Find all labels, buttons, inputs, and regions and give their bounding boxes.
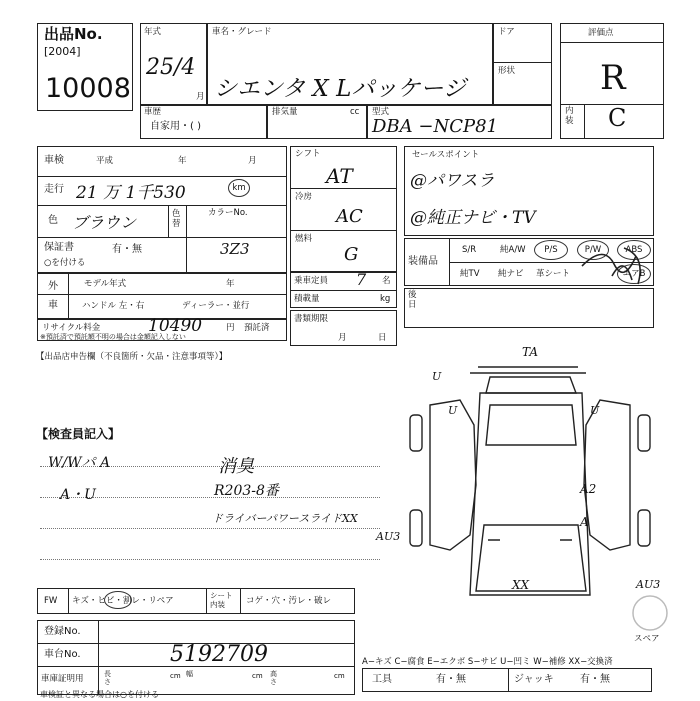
- warranty-note: ○を付ける: [44, 258, 86, 268]
- fw-items: キズ・ヒビ・割レ・リペア: [72, 596, 174, 606]
- history-value: 自家用・( ): [150, 121, 201, 132]
- warranty-label: 保証書: [44, 242, 74, 253]
- mileage-unit: km: [228, 179, 250, 197]
- displacement-label: 排気量: [272, 107, 298, 117]
- inspector-note-3: 消臭: [218, 456, 254, 477]
- docs-month: 月: [338, 333, 347, 343]
- ac-value: AC: [336, 206, 363, 227]
- name-label: 車名・グレード: [212, 27, 272, 37]
- model-label: 型式: [372, 107, 390, 117]
- shape-label: 形状: [498, 66, 516, 76]
- interior-label: 内装: [565, 106, 574, 126]
- mark-right: A2: [580, 482, 597, 496]
- fw-label: FW: [44, 596, 58, 606]
- docs-day: 日: [378, 333, 387, 343]
- mark-right-front: U: [590, 404, 600, 417]
- equip-sr: S/R: [462, 245, 477, 255]
- notice-header: 【出品店申告欄（不良箇所・欠品・注意事項等）】: [36, 352, 228, 362]
- warranty-options: 有・無: [112, 244, 142, 255]
- reg-label: 登録No.: [44, 626, 81, 637]
- model-year-label: モデル年式: [84, 279, 127, 289]
- fuel-label: 燃料: [295, 234, 313, 244]
- sales-line-1: @パワスラ: [410, 171, 495, 191]
- fw-circle: [104, 591, 132, 609]
- capacity-label: 乗車定員: [294, 276, 329, 286]
- grade-label: 評価点: [588, 28, 614, 38]
- cert-length: 長さ: [104, 670, 111, 686]
- jack-label: ジャッキ: [514, 674, 554, 685]
- shaken-year: 年: [178, 156, 187, 166]
- color-label: 色: [48, 215, 58, 226]
- equip-aw: 純A/W: [500, 245, 526, 255]
- color-no-value: 3Z3: [220, 240, 250, 258]
- equipment-scribble: [574, 236, 656, 288]
- interior-score: C: [608, 104, 627, 132]
- load-label: 積載量: [294, 294, 320, 304]
- bottom-note: 車検証と異なる場合は○を付ける: [40, 690, 159, 699]
- dealer-options: ディーラー・並行: [182, 301, 250, 311]
- seat-label: シート内装: [210, 591, 233, 609]
- inspector-note-5: ドライバーパワースライドXX: [212, 512, 358, 525]
- lot-number: 10008: [45, 73, 131, 104]
- inspector-note-1: W/Wパ A: [48, 455, 111, 471]
- equip-pw: P/W: [577, 240, 609, 260]
- year-unit: 月: [196, 92, 205, 102]
- cert-width: 幅: [186, 670, 193, 678]
- capacity-value: 7: [356, 270, 367, 289]
- cc-label: cc: [350, 107, 360, 117]
- mark-left-top: U: [432, 370, 442, 383]
- docs-label: 書類期限: [294, 314, 329, 324]
- shaken-label: 車検: [44, 155, 64, 166]
- shaken-month: 月: [248, 156, 257, 166]
- chassis-value: 5192709: [170, 642, 268, 667]
- mark-left-front: U: [448, 404, 458, 417]
- equipment-label: 装備品: [408, 256, 438, 267]
- chassis-label: 車台No.: [44, 649, 81, 660]
- inspector-label: 【検査員記入】: [36, 427, 121, 441]
- ac-label: 冷房: [295, 192, 313, 202]
- unit-3: cm: [334, 672, 345, 680]
- equip-ps: P/S: [534, 240, 568, 260]
- equip-tv: 純TV: [460, 269, 480, 279]
- load-unit: kg: [380, 294, 391, 304]
- import-label: 外車: [48, 281, 58, 311]
- mileage-label: 走行: [44, 184, 64, 195]
- mark-left-bottom: AU3: [376, 530, 401, 543]
- recycle-status: 預託済: [244, 323, 270, 333]
- import-year: 年: [226, 279, 235, 289]
- jack-options: 有・無: [580, 674, 610, 685]
- tools-label: 工具: [372, 674, 392, 685]
- cert-height: 高さ: [270, 670, 277, 686]
- inspector-note-4: R203-8番: [214, 483, 279, 499]
- recycle-value: 10490: [148, 316, 203, 336]
- color-swap: 色替: [172, 209, 181, 229]
- color-value: ブラウン: [72, 213, 137, 232]
- tools-options: 有・無: [436, 674, 466, 685]
- cert-label: 車庫証明用: [41, 674, 84, 684]
- recycle-note: ※預託済で預託額不明の場合は金額記入しない: [40, 333, 186, 341]
- mark-top: TA: [522, 345, 539, 359]
- recycle-label: リサイクル料金: [42, 323, 101, 333]
- equip-abs: ABS: [617, 240, 651, 260]
- lot-year: [2004]: [44, 45, 81, 58]
- car-body-diagram: [400, 345, 700, 645]
- mark-right-tail: AU3: [636, 578, 661, 591]
- fuel-value: G: [344, 244, 359, 265]
- door-label: ドア: [498, 27, 515, 37]
- rear-label: 後日: [408, 290, 417, 310]
- equip-navi: 純ナビ: [498, 269, 524, 279]
- mileage-value: 21 万 1千530: [76, 183, 186, 203]
- sales-line-2: @純正ナビ・TV: [410, 208, 536, 228]
- grade-score: R: [600, 58, 626, 98]
- year-label: 年式: [144, 27, 162, 37]
- spare-label: スペア: [634, 634, 660, 644]
- mark-bottom: XX: [512, 578, 530, 592]
- shaken-era: 平成: [96, 156, 114, 166]
- unit-1: cm: [170, 672, 181, 680]
- equip-airbag: エアB: [617, 264, 651, 284]
- model-value: DBA −NCP81: [372, 116, 498, 137]
- equip-leather: 革シート: [536, 269, 571, 279]
- handle-options: ハンドル 左・右: [82, 301, 145, 311]
- shift-label: シフト: [295, 149, 321, 159]
- shift-value: AT: [326, 164, 353, 188]
- history-label: 車歴: [144, 107, 162, 117]
- name-value: シエンタ X Lパッケージ: [214, 76, 466, 102]
- capacity-unit: 名: [382, 276, 391, 286]
- legend: A−キズ C−腐食 E−エクボ S−サビ U−凹ミ W−補修 XX−交換済: [362, 657, 613, 667]
- sales-label: セールスポイント: [412, 150, 480, 160]
- color-no-label: カラーNo.: [208, 208, 248, 218]
- inspector-note-2: A・U: [60, 487, 96, 503]
- rear-box: [404, 288, 654, 328]
- lot-label: 出品No.: [44, 25, 103, 43]
- year-value: 25/4: [146, 55, 196, 80]
- unit-2: cm: [252, 672, 263, 680]
- mark-right-bottom: A: [580, 515, 589, 529]
- seat-items: コゲ・穴・汚レ・破レ: [246, 596, 332, 606]
- recycle-unit: 円: [226, 323, 235, 333]
